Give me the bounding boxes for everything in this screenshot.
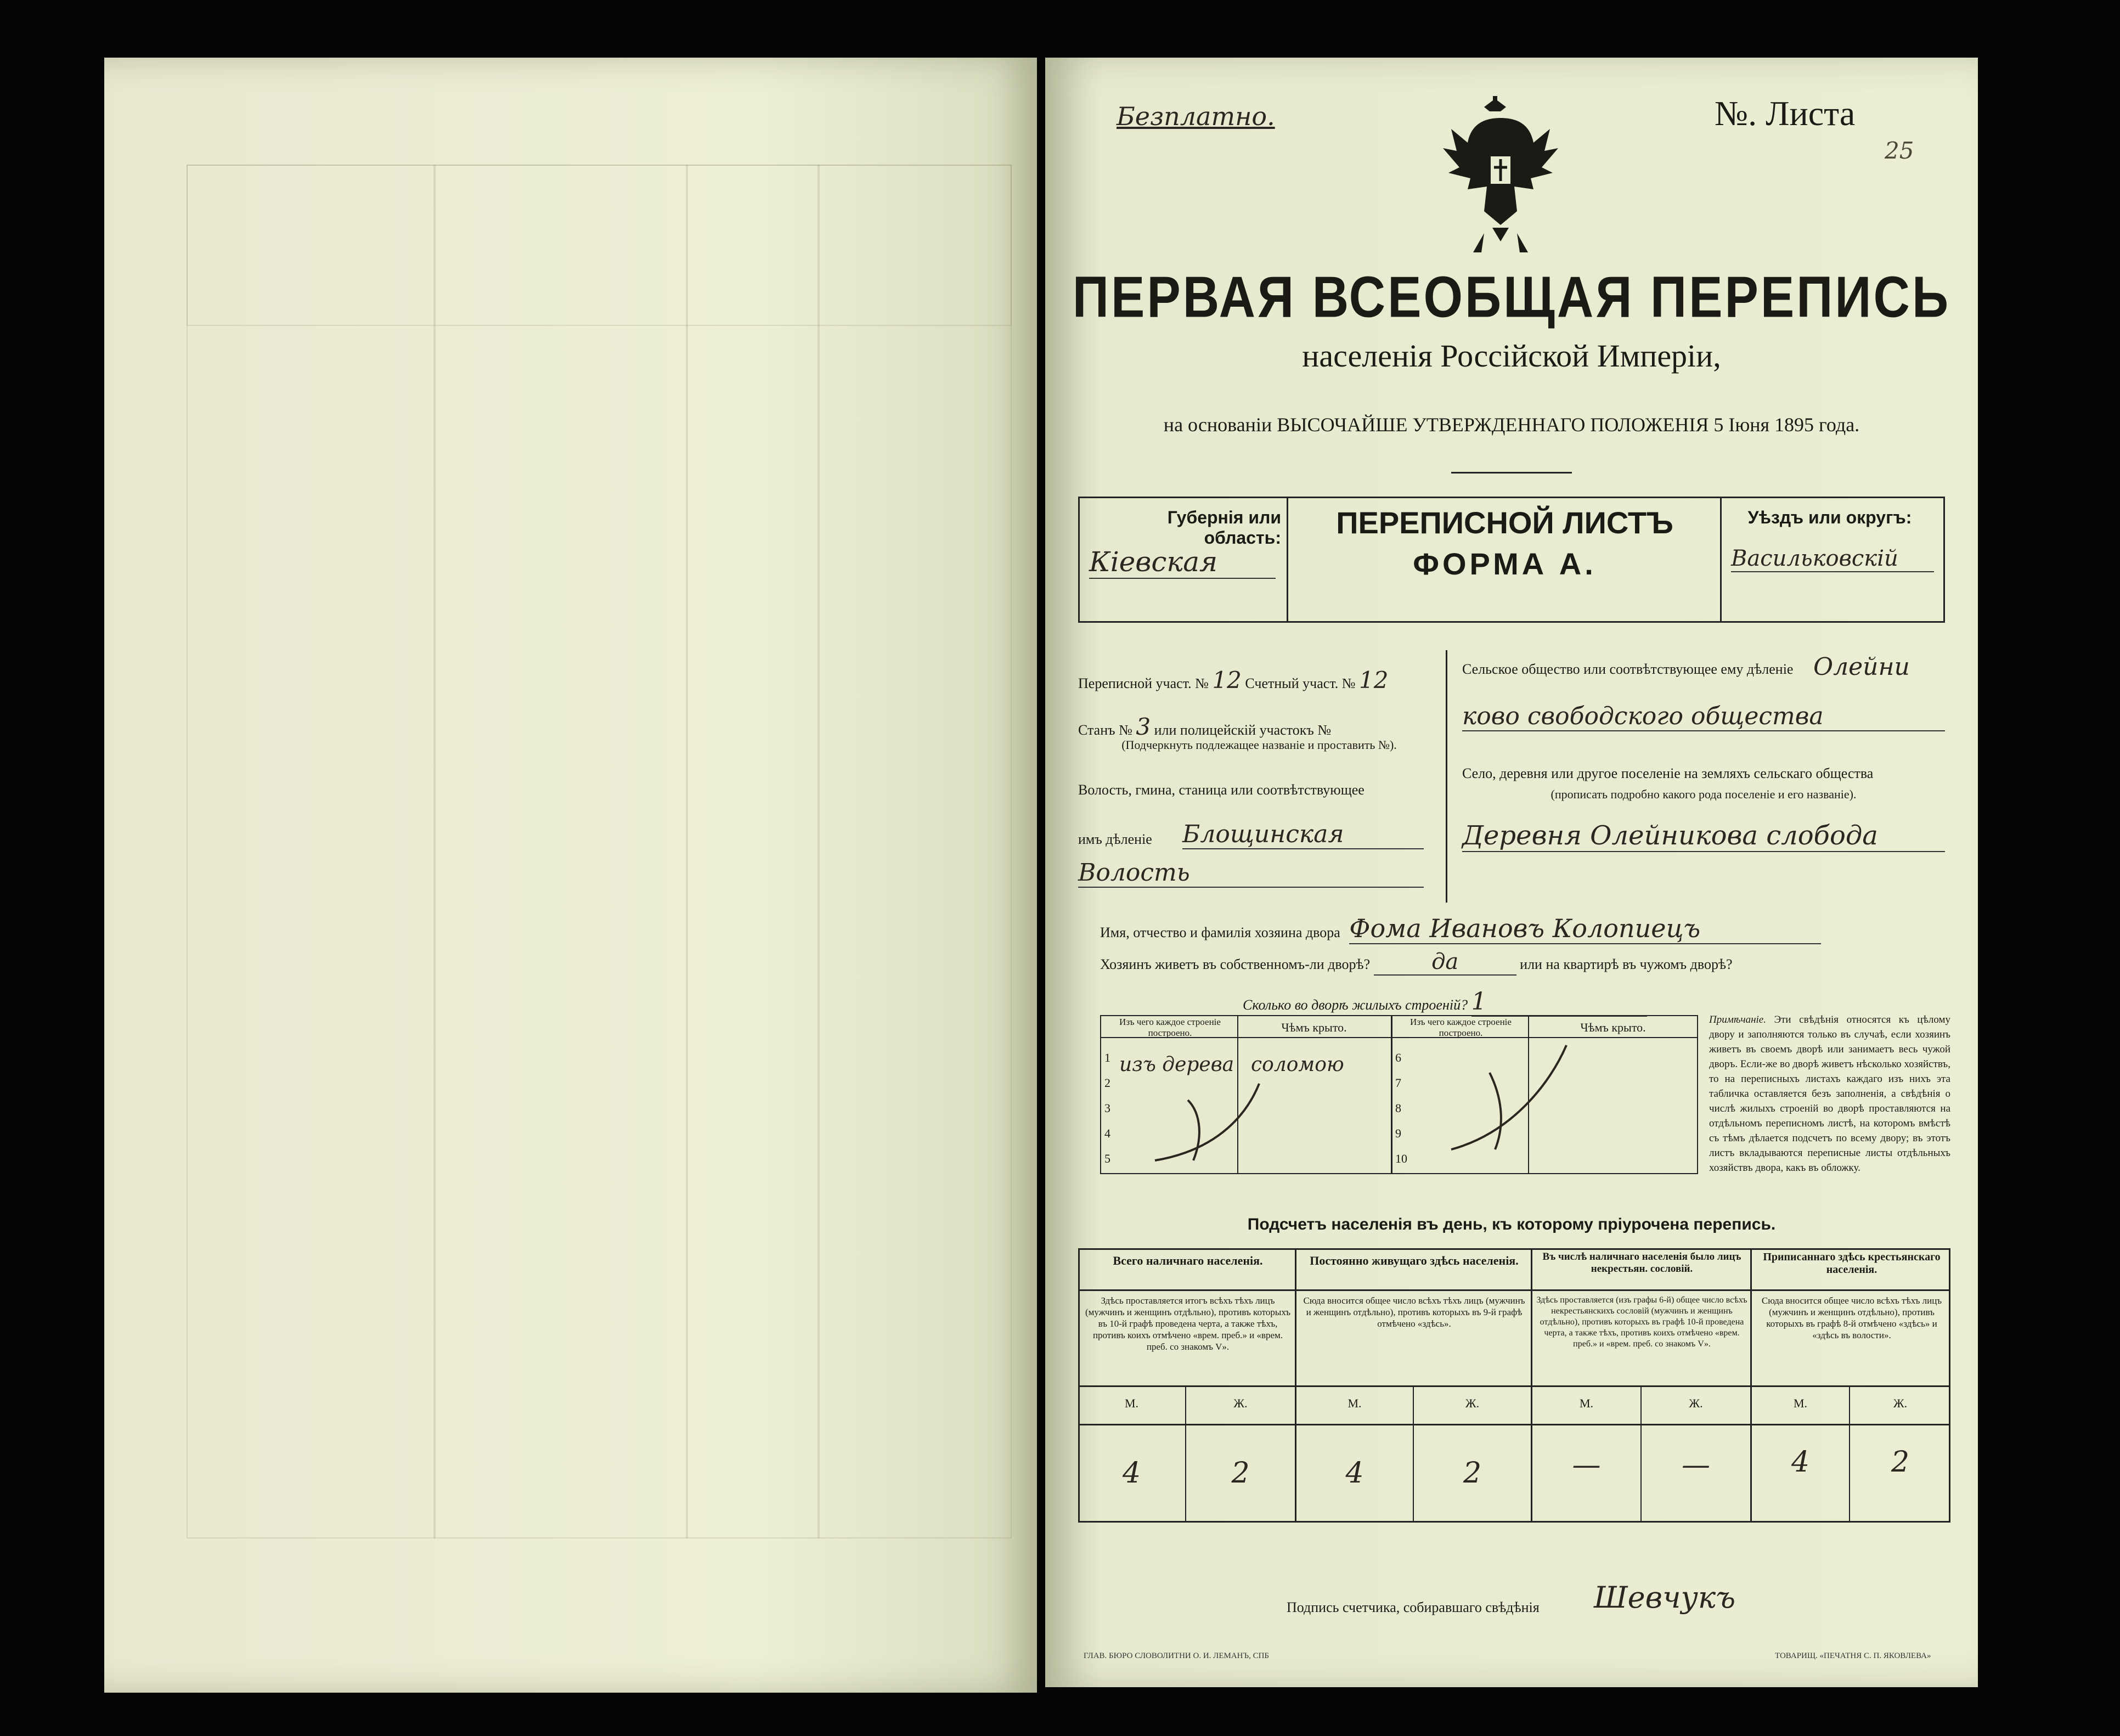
row-number: 4 — [1104, 1126, 1110, 1140]
row1-material: изъ дерева — [1119, 1053, 1234, 1076]
left-page — [104, 58, 1037, 1693]
owner-name-label: Имя, отчество и фамилія хозяина двора — [1100, 925, 1340, 940]
pop-col1-desc: Здѣсь проставляется итогъ всѣхъ тѣхъ лицъ (мужчинъ и женщинъ отдѣльно), противъ которыхъ въ 10-й графѣ проведена черта, а также тѣхъ, противъ коихъ отмѣчено «врем. преб.» и «врем. преб. со знакомъ V». — [1085, 1295, 1290, 1352]
row-number: 10 — [1395, 1152, 1407, 1165]
row1-roof: соломою — [1251, 1053, 1344, 1076]
bleed-through-rule — [686, 165, 688, 1538]
buildings-col-roof-2: Чѣмъ крыто. — [1580, 1021, 1646, 1034]
owner-name-value: Фома Ивановъ Колопиецъ — [1349, 914, 1821, 944]
pop-col1-title: Всего наличнаго населенія. — [1113, 1254, 1263, 1267]
gubernia-value: Кіевская — [1089, 546, 1276, 579]
own-yard-value: да — [1374, 949, 1516, 976]
bleed-through-rule — [433, 165, 436, 1538]
pop-col3-desc: Здѣсь проставляется (изъ графы 6-й) общее число всѣхъ некрестьянскихъ сословій (мужчинъ и женщинъ отдѣльно), противъ которыхъ въ графѣ 10-й проведена черта, а также тѣхъ, противъ коихъ отмѣчено «врем. преб.» и «врем. преб. со знакомъ V». — [1536, 1295, 1747, 1349]
count-section-label: Счетный участ. № — [1245, 675, 1356, 691]
female-label: Ж. — [1233, 1396, 1248, 1410]
female-label: Ж. — [1689, 1396, 1703, 1410]
buildings-col-material: Изъ чего каждое строеніе построено. — [1119, 1017, 1221, 1038]
pop-col2-desc: Сюда вносится общее число всѣхъ тѣхъ лицъ (мужчинъ и женщинъ отдѣльно), противъ которыхъ въ 9-й графѣ отмѣчено «здѣсь». — [1303, 1295, 1525, 1329]
row-number: 2 — [1104, 1076, 1110, 1090]
ornament-divider — [1451, 472, 1572, 474]
pop-col2-title: Постоянно живущаго здѣсь населенія. — [1310, 1254, 1519, 1267]
signature-label: Подпись счетчика, собиравшаго свѣдѣнія — [1287, 1599, 1540, 1615]
volost-label-line1: Волость, гмина, станица или соотвѣтствующее — [1078, 782, 1365, 798]
print-imprint-right: ТОВАРИЩ. «ПЕЧАТНЯ С. П. ЯКОВЛЕВА» — [1775, 1652, 1931, 1660]
pop-col4-desc: Сюда вносится общее число всѣхъ тѣхъ лицъ (мужчинъ и женщинъ отдѣльно), противъ которыхъ въ графѣ 8-й отмѣчено «здѣсь» и «здѣсь въ волости». — [1761, 1295, 1942, 1340]
census-section-label: Переписной участ. № — [1078, 675, 1209, 691]
male-label: М. — [1124, 1396, 1139, 1410]
census-form-page — [1045, 58, 1978, 1687]
census-subtitle: населенія Россійской Имперіи, — [1302, 338, 1721, 374]
sheet-number-value: 25 — [1885, 137, 1914, 164]
male-label: М. — [1579, 1396, 1594, 1410]
female-label: Ж. — [1465, 1396, 1480, 1410]
male-label: М. — [1793, 1396, 1808, 1410]
society-value-line2: ково свободского общества — [1462, 702, 1945, 731]
village-label: Село, деревня или другое поселеніе на земляхъ сельскаго общества — [1462, 765, 1874, 781]
buildings-count-label: Сколько во дворѣ жилыхъ строеній? — [1243, 997, 1468, 1013]
volost-label-line2: имъ дѣленіе — [1078, 831, 1152, 847]
print-imprint-left: ГЛАВ. БЮРО СЛОВОЛИТНИ О. И. ЛЕМАНЪ, СПБ — [1084, 1652, 1270, 1660]
cross-out-mark — [1402, 1040, 1687, 1160]
rent-yard-label: или на квартирѣ въ чужомъ дворѣ? — [1520, 956, 1733, 972]
nonpeasant-male-value: — — [1572, 1448, 1601, 1481]
sheet-number-label: №. Листа — [1715, 94, 1856, 133]
society-label: Сельское общество или соотвѣтствующее ему дѣленіе — [1462, 661, 1794, 677]
uezd-label: Уѣздъ или округъ: — [1747, 508, 1912, 527]
resident-female-value: 2 — [1463, 1457, 1482, 1490]
buildings-count-value: 1 — [1471, 988, 1647, 1017]
nonpeasant-female-value: — — [1682, 1448, 1710, 1481]
counter-signature: Шевчукъ — [1594, 1580, 1736, 1615]
volost-value-line2: Волость — [1078, 859, 1424, 888]
double-headed-eagle-icon — [1440, 96, 1561, 261]
male-label: М. — [1347, 1396, 1362, 1410]
own-yard-label: Хозяинъ живетъ въ собственномъ-ли дворѣ? — [1100, 956, 1371, 972]
total-female-value: 2 — [1231, 1457, 1250, 1490]
bleed-through-table — [187, 165, 1012, 1538]
row-number: 1 — [1104, 1051, 1110, 1064]
village-value: Деревня Олейникова слобода — [1462, 820, 1945, 852]
census-title: ПЕРВАЯ ВСЕОБЩАЯ ПЕРЕПИСЬ — [1072, 265, 1951, 330]
row-number: 9 — [1395, 1126, 1401, 1140]
female-label: Ж. — [1893, 1396, 1908, 1410]
uezd-value: Васильковскій — [1731, 546, 1934, 572]
village-note: (прописать подробно какого рода поселеніе и его названіе). — [1550, 787, 1857, 801]
buildings-col-roof: Чѣмъ крыто. — [1281, 1021, 1347, 1034]
buildings-col-material-2: Изъ чего каждое строеніе построено. — [1410, 1017, 1512, 1038]
row-number: 3 — [1104, 1101, 1110, 1115]
row-number: 6 — [1395, 1051, 1401, 1064]
society-value-line1: Олейни — [1813, 653, 1910, 681]
row-number: 7 — [1395, 1076, 1401, 1090]
free-label: Безплатно. — [1117, 102, 1275, 131]
police-section-label: или полицейскій участокъ № — [1154, 722, 1332, 738]
count-section-value: 12 — [1359, 667, 1389, 694]
stan-value: 3 — [1136, 713, 1151, 740]
stan-label: Станъ № — [1078, 722, 1132, 738]
peasant-male-value: 4 — [1791, 1446, 1810, 1479]
pop-col4-title: Приписаннаго здѣсь крестьянскаго населенія. — [1763, 1251, 1941, 1276]
bleed-through-rule — [817, 165, 820, 1538]
note-text: Эти свѣдѣнія относятся къ цѣлому двору и заполняются только въ случаѣ, если хозяинъ живетъ въ своемъ дворѣ или занимаетъ весь чужой дворъ. Если-же во дворѣ живетъ нѣсколько хозяйствъ, то на переписныхъ листахъ каждаго изъ нихъ эта табличка оставляется безъ заполненія, а свѣдѣнія о числѣ жилыхъ строеній во дворѣ проставляются на отдѣльномъ переписномъ листѣ, на которомъ вмѣстѣ съ тѣмъ дѣлается подсчетъ по всему двору; въ этотъ листъ вкладываются переписные листы отдѣльныхъ хозяйствъ двора, какъ въ обложку. — [1709, 1014, 1950, 1174]
form-title-line2: ФОРМА А. — [1413, 546, 1597, 581]
row-number: 8 — [1395, 1101, 1401, 1115]
pop-col3-title: Въ числѣ наличнаго населенія было лицъ некрестьян. сословій. — [1542, 1251, 1741, 1275]
row-number: 5 — [1104, 1152, 1110, 1165]
bleed-through-header — [187, 165, 1012, 326]
cross-out-mark — [1122, 1078, 1385, 1171]
population-heading: Подсчетъ населенія въ день, къ которому пріурочена перепись. — [1247, 1215, 1776, 1233]
underline-note: (Подчеркнуть подлежащее названіе и проставить №). — [1121, 738, 1397, 752]
peasant-female-value: 2 — [1891, 1446, 1910, 1479]
resident-male-value: 4 — [1345, 1457, 1364, 1490]
census-section-value: 12 — [1212, 667, 1242, 694]
volost-value-line1: Блощинская — [1182, 820, 1424, 849]
census-basis: на основаніи ВЫСОЧАЙШЕ УТВЕРЖДЕННАГО ПОЛОЖЕНІЯ 5 Іюня 1895 года. — [1163, 414, 1860, 436]
total-male-value: 4 — [1122, 1457, 1141, 1490]
form-title-line1: ПЕРЕПИСНОЙ ЛИСТЪ — [1336, 505, 1673, 540]
note-title: Примѣчаніе. — [1709, 1014, 1766, 1025]
gubernia-label: Губернія или область: — [1167, 508, 1281, 548]
